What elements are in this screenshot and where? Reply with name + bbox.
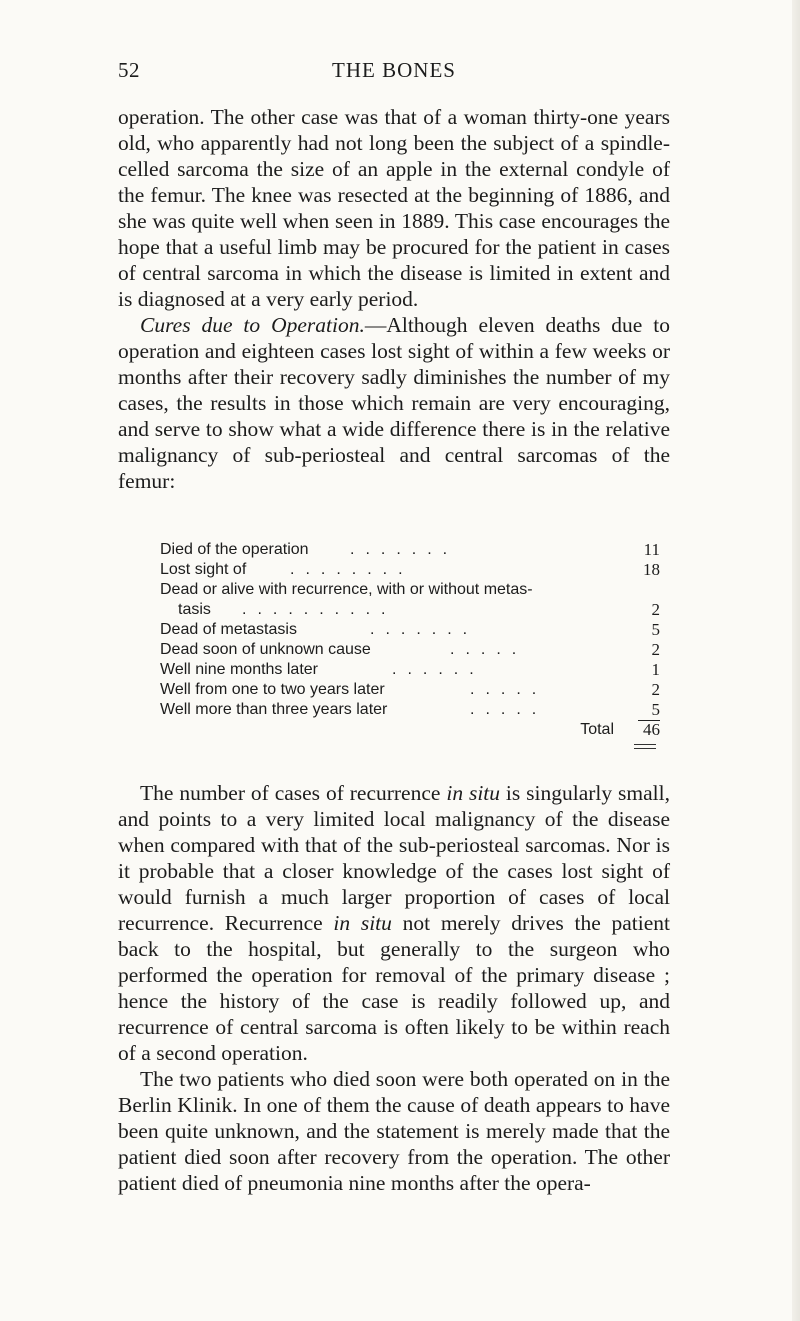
table-row: Died of the operation ....... 11 xyxy=(160,540,660,559)
page-edge xyxy=(792,0,800,1321)
results-table xyxy=(160,540,660,740)
paragraph-cures xyxy=(118,312,670,494)
table-row: Dead soon of unknown cause ..... 2 xyxy=(160,640,660,659)
total-double-rule xyxy=(634,744,656,749)
paragraph-patients: The two patients who died soon were both operated on in the Berlin Klinik. In one of them the cause of death appears to have been quite unknown, and the statement is merely made that the patient died soon after recovery from the operation. The other patient died of pneumonia nine months after the opera- xyxy=(118,1067,670,1195)
cures-text: —Although eleven deaths due to operation and eighteen cases lost sight of within a few weeks or months after their recovery sadly diminishes the number of my cases, the results in those which remain are very encouraging, and serve to show what a wide difference there is in the relative malignancy of sub-periosteal and central sarcomas of the femur: xyxy=(118,313,670,493)
table-row: Well nine months later ...... 1 xyxy=(160,660,660,679)
total-label: Total xyxy=(580,721,614,738)
cures-heading: Cures due to Operation. xyxy=(140,313,365,337)
table-total-row xyxy=(160,720,660,740)
total-value: 46 xyxy=(643,720,660,739)
table-row: Dead of metastasis ....... 5 xyxy=(160,620,660,639)
table-row: Dead or alive with recurrence, with or without metas- xyxy=(160,581,533,598)
table-row: tasis .......... 2 xyxy=(178,600,660,619)
page-header xyxy=(118,58,670,88)
table-row: Lost sight of ........ 18 xyxy=(160,560,660,579)
paragraph-case: operation. The other case was that of a woman thirty-one years old, who apparently had not long been the subject of a spindle-celled sarcoma the size of an apple in the external condyle of the femur. The knee was resected at the beginning of 1886, and she was quite well when seen in 1889. This case encourages the hope that a useful limb may be procured for the patient in cases of central sarcoma in which the disease is limited in extent and is diagnosed at a very early period. xyxy=(118,105,670,311)
paragraph-recurrence: The number of cases of recurrence in situ is singularly small, and points to a very limited local malignancy of the disease when compared with that of the sub-periosteal sarcomas. Nor is it probable that a closer knowledge of the cases lost sight of would furnish a much larger proportion of cases of local recurrence. Recurrence in situ not merely drives the patient back to the hospital, but generally to the surgeon who performed the operation for removal of the primary disease ; hence the history of the case is readily followed up, and recurrence of central sarcoma is often likely to be within reach of a second operation. xyxy=(118,781,670,1065)
upper-text-block xyxy=(118,104,670,494)
running-title: THE BONES xyxy=(332,58,456,82)
page-number: 52 xyxy=(118,58,140,82)
lower-text-block xyxy=(118,780,670,1196)
table-row: Well from one to two years later ..... 2 xyxy=(160,680,660,699)
table-row: Well more than three years later ..... 5 xyxy=(160,700,660,719)
